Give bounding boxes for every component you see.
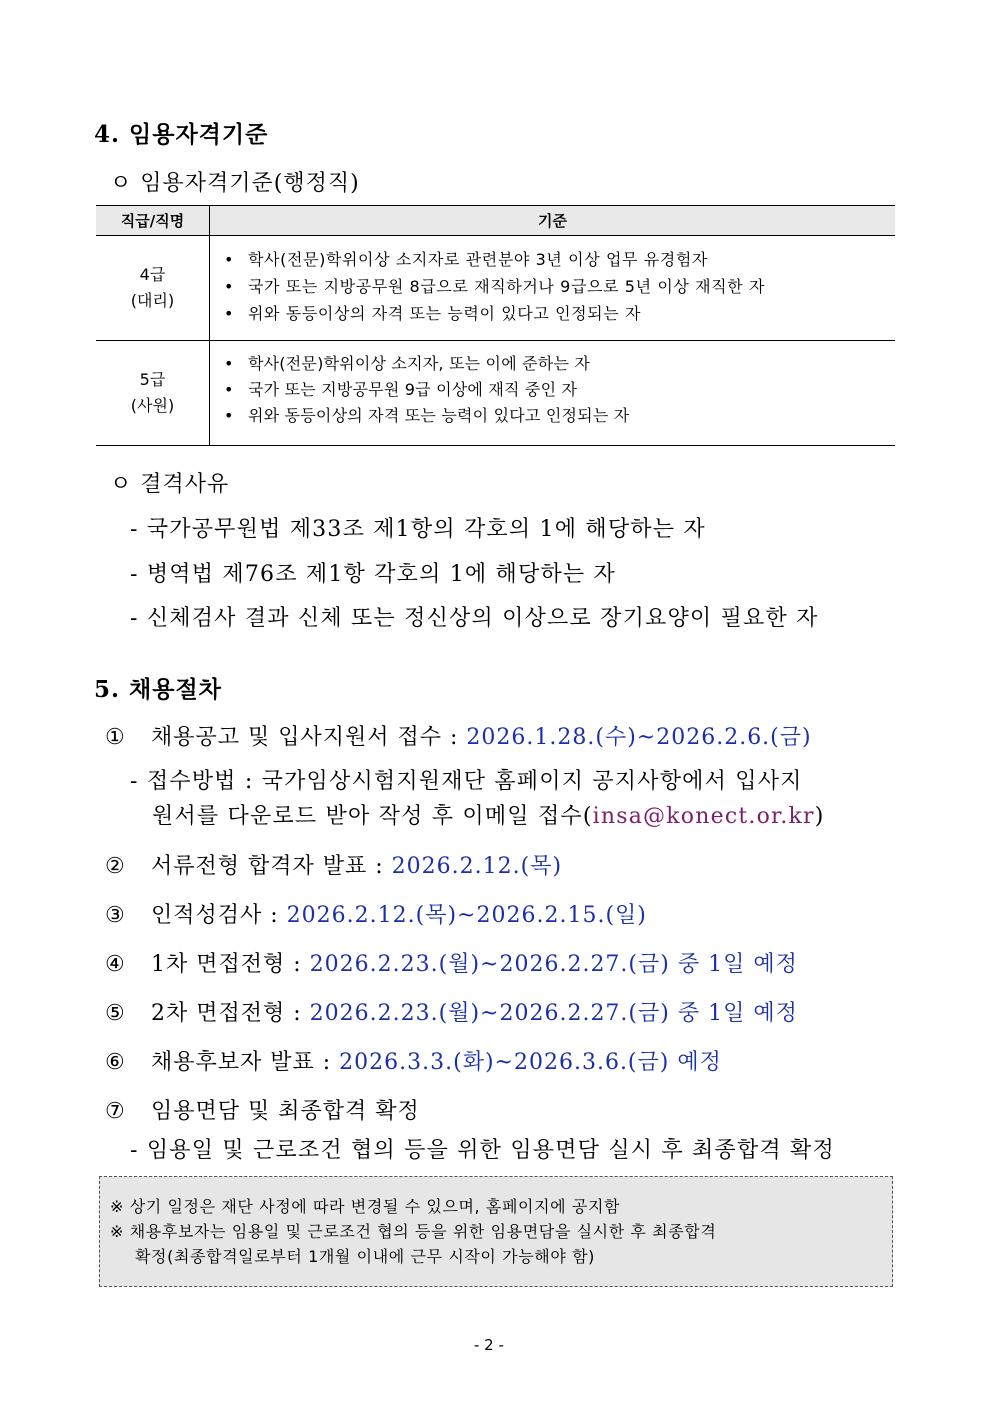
step-5	[105, 996, 798, 1027]
disqualification-item: - 신체검사 결과 신체 또는 정신상의 이상으로 장기요양이 필요한 자	[130, 606, 819, 631]
criteria-item: • 위와 동등이상의 자격 또는 능력이 있다고 인정되는 자	[218, 300, 895, 327]
step-number: ⑥	[105, 1050, 126, 1075]
step-number: ③	[105, 903, 126, 928]
step-label: 2차 면접전형 :	[151, 1001, 310, 1026]
step-label: 인적성검사 :	[151, 903, 287, 928]
table-header	[96, 206, 895, 236]
disqualification-item: - 국가공무원법 제33조 제1항의 각호의 1에 해당하는 자	[130, 517, 706, 542]
step-number: ②	[105, 854, 126, 879]
step-number: ①	[105, 725, 126, 750]
step-label: 채용후보자 발표 :	[151, 1050, 340, 1075]
grade: 5급	[139, 370, 166, 389]
table-row	[96, 340, 895, 445]
disqualification-item: - 병역법 제76조 제1항 각호의 1에 해당하는 자	[130, 562, 617, 587]
step-7	[105, 1094, 420, 1125]
notice-line: 확정(최종합격일로부터 1개월 이내에 근무 시작이 가능해야 함)	[135, 1247, 595, 1266]
step-suffix: 예정	[669, 1050, 722, 1075]
step-7-detail: - 임용일 및 근로조건 협의 등을 위한 임용면담 실시 후 최종합격 확정	[130, 1138, 835, 1163]
grade-cell	[96, 236, 210, 340]
application-method-line2: 원서를 다운로드 받아 작성 후 이메일 접수(insa@konect.or.kr)	[152, 804, 825, 829]
step-date: 2026.1.28.(수)~2026.2.6.(금)	[466, 725, 812, 750]
step-date: 2026.2.12.(목)	[391, 854, 563, 879]
step-number: ⑤	[105, 1001, 126, 1026]
section-4-title: 4. 임용자격기준	[94, 121, 269, 148]
table-header-grade: 직급/직명	[96, 206, 210, 235]
grade-cell	[96, 341, 210, 445]
step-number: ④	[105, 952, 126, 977]
criteria-item: • 학사(전문)학위이상 소지자, 또는 이에 준하는 자	[218, 351, 895, 377]
table-row	[96, 236, 895, 340]
criteria-item: • 국가 또는 지방공무원 8급으로 재직하거나 9급으로 5년 이상 재직한 자	[218, 273, 895, 300]
notice-box	[99, 1176, 893, 1287]
criteria-item: • 위와 동등이상의 자격 또는 능력이 있다고 인정되는 자	[218, 403, 895, 429]
application-method-line1: - 접수방법 : 국가임상시험지원재단 홈페이지 공지사항에서 입사지	[130, 769, 803, 794]
email-address: insa@konect.or.kr	[592, 804, 815, 829]
step-label: 서류전형 합격자 발표 :	[151, 854, 392, 879]
step-label: 1차 면접전형 :	[151, 952, 310, 977]
step-2	[105, 849, 562, 880]
step-date: 2026.3.3.(화)~2026.3.6.(금)	[339, 1050, 670, 1075]
step-date: 2026.2.12.(목)~2026.2.15.(일)	[286, 903, 647, 928]
step-4	[105, 947, 798, 978]
criteria-cell	[210, 341, 895, 445]
step-label: 채용공고 및 입사지원서 접수 :	[151, 725, 467, 750]
grade: 4급	[139, 265, 166, 284]
step-date: 2026.2.23.(월)~2026.2.27.(금)	[309, 952, 670, 977]
page-number: - 2 -	[474, 1336, 504, 1354]
table-header-criteria: 기준	[538, 212, 567, 230]
step-6	[105, 1045, 722, 1076]
position: (사원)	[130, 396, 175, 415]
step-suffix: 중 1일 예정	[669, 952, 798, 977]
step-label: 임용면담 및 최종합격 확정	[151, 1099, 420, 1124]
notice-line: ※ 상기 일정은 재단 사정에 따라 변경될 수 있으며, 홈페이지에 공지함	[110, 1197, 621, 1216]
step-3	[105, 898, 647, 929]
qualification-table	[96, 205, 895, 446]
criteria-cell	[210, 236, 895, 340]
qualification-heading: ㅇ 임용자격기준(행정직)	[110, 171, 360, 196]
step-date: 2026.2.23.(월)~2026.2.27.(금)	[309, 1001, 670, 1026]
position: (대리)	[130, 291, 175, 310]
criteria-item: • 학사(전문)학위이상 소지자로 관련분야 3년 이상 업무 유경험자	[218, 246, 895, 273]
disqualification-heading: ㅇ 결격사유	[110, 472, 230, 497]
step-suffix: 중 1일 예정	[669, 1001, 798, 1026]
step-1	[105, 720, 812, 751]
section-5-title: 5. 채용절차	[94, 676, 222, 703]
step-number: ⑦	[105, 1099, 126, 1124]
criteria-item: • 국가 또는 지방공무원 9급 이상에 재직 중인 자	[218, 377, 895, 403]
notice-line: ※ 채용후보자는 임용일 및 근로조건 협의 등을 위한 임용면담을 실시한 후 최종합격	[110, 1222, 717, 1241]
